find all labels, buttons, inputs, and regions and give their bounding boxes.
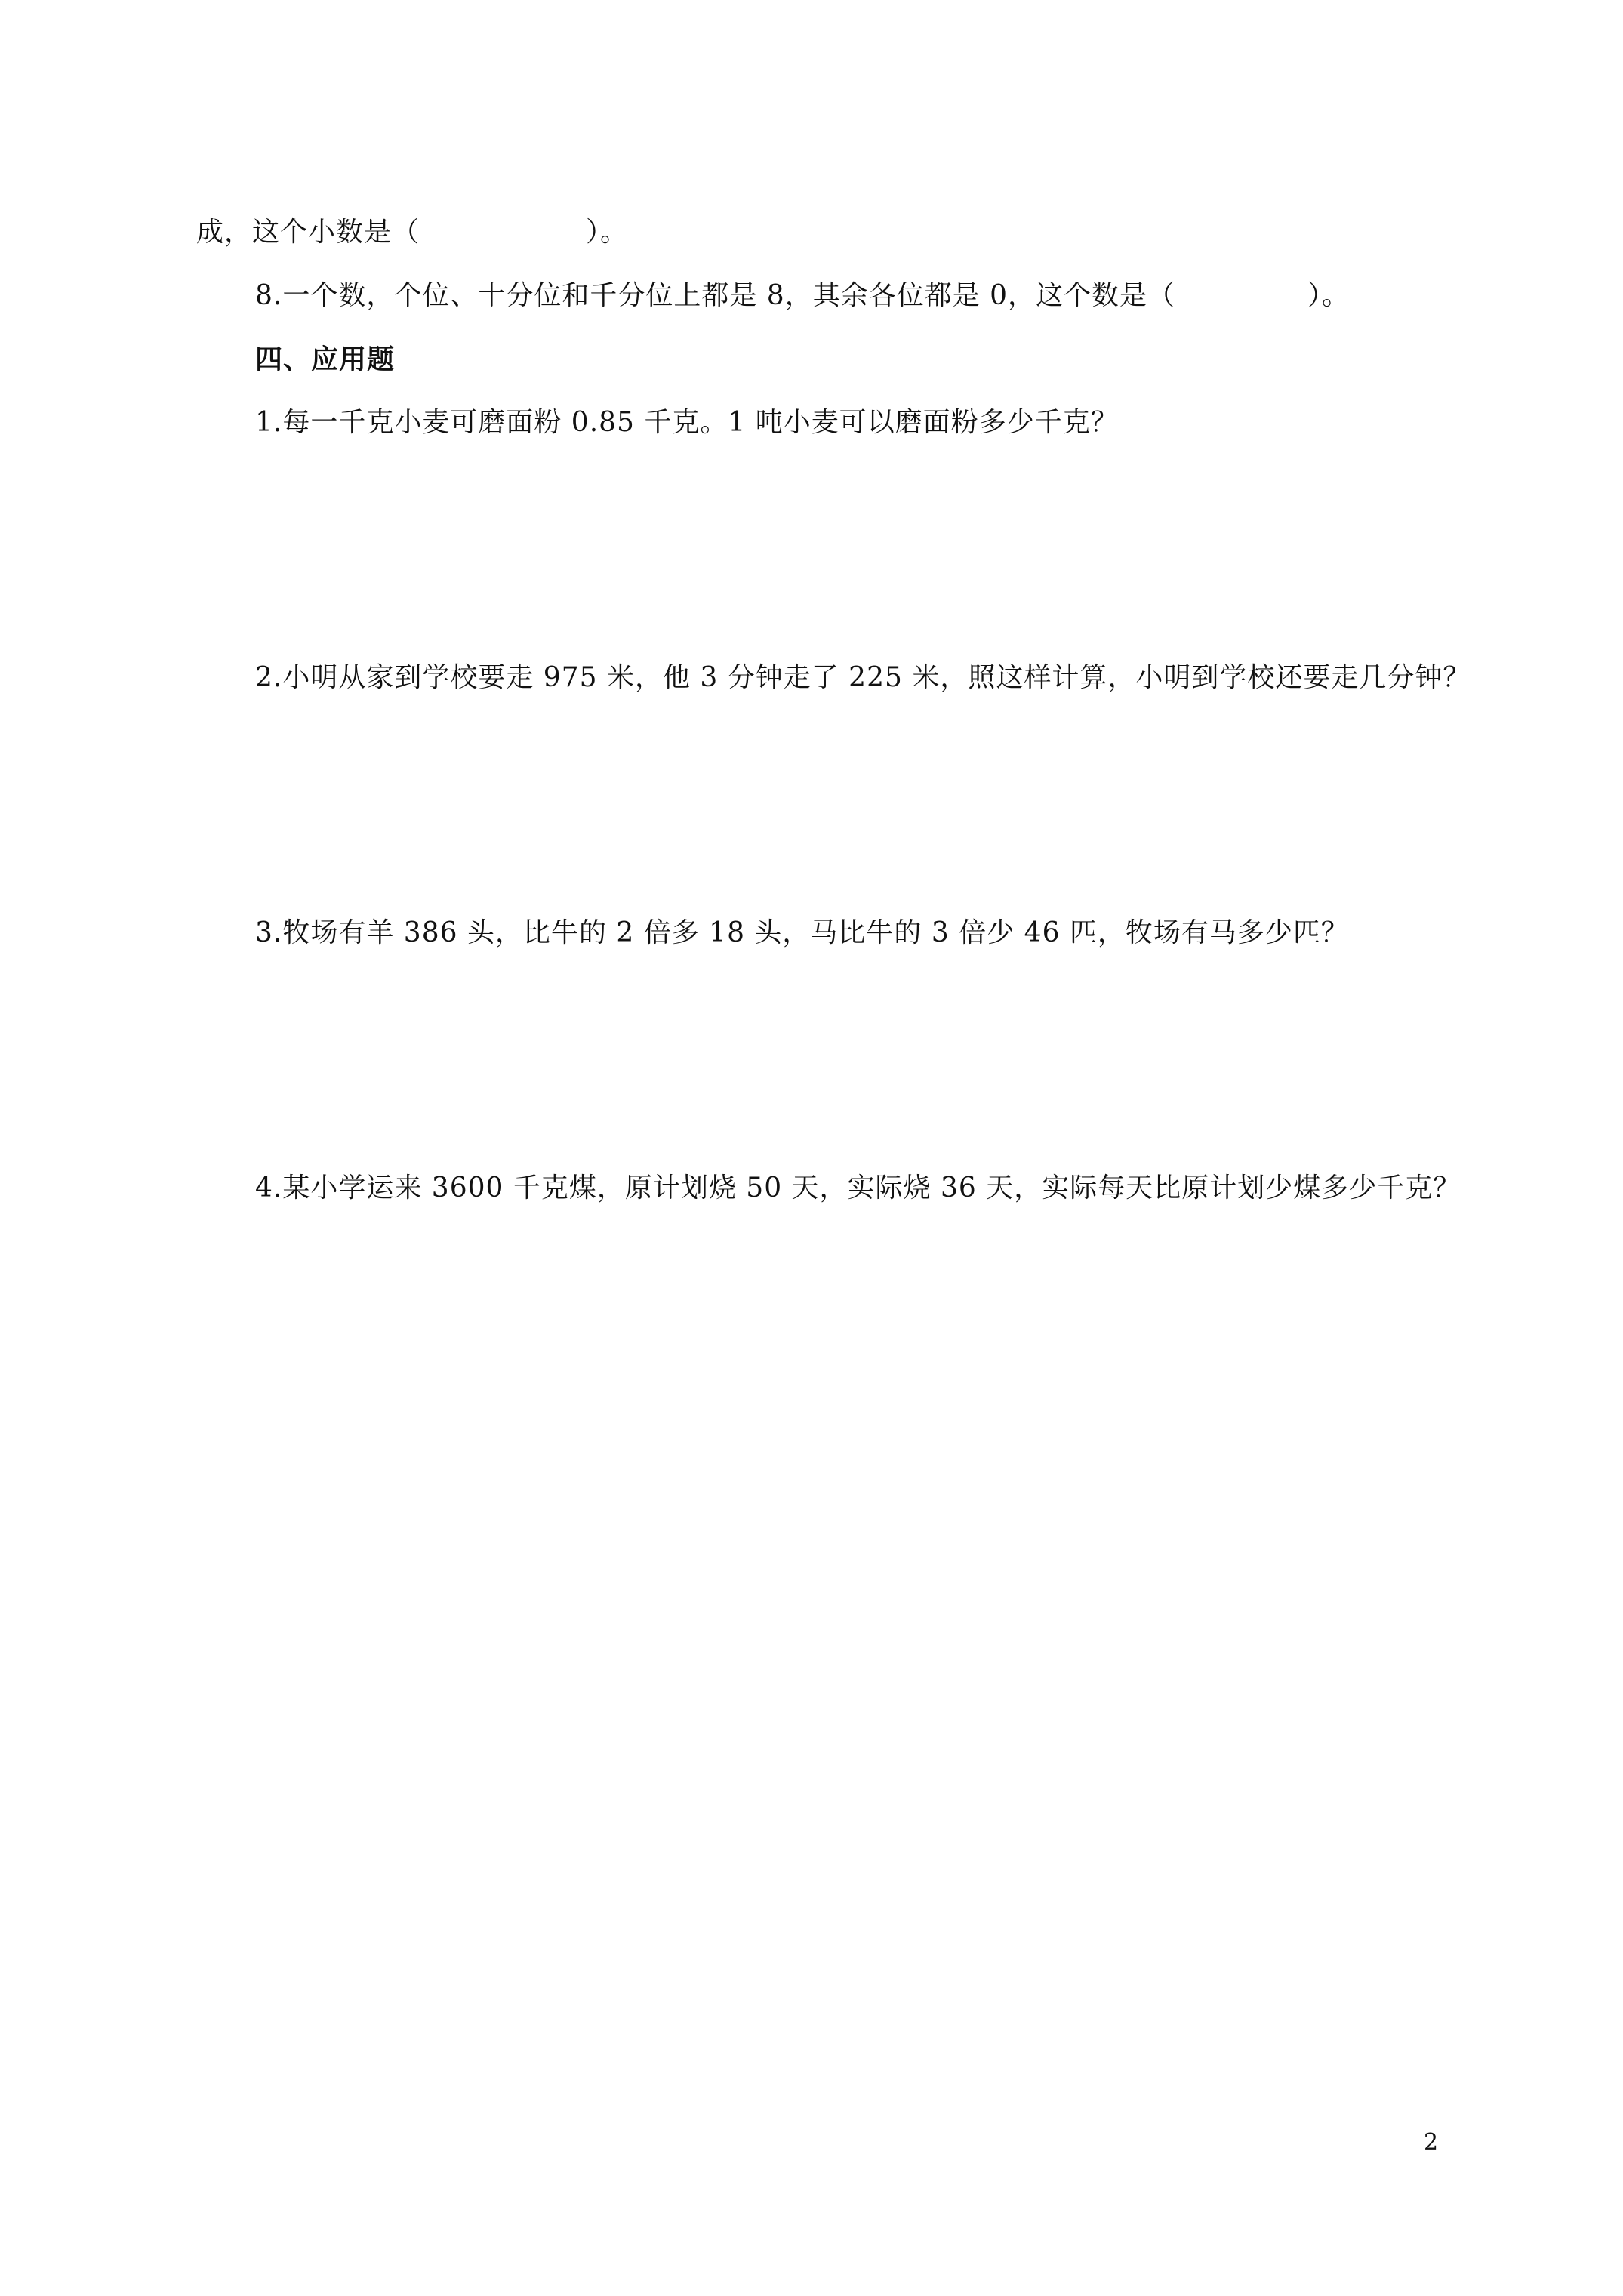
page-number: 2 — [1424, 2129, 1439, 2156]
application-question-4: 4.某小学运来 3600 千克煤，原计划烧 50 天，实际烧 36 天，实际每天比原计划少煤多少千克？ — [255, 1173, 1461, 1203]
fill-in-text-after: ）。 — [586, 217, 629, 248]
fill-in-text-before: 成，这个小数是（ — [196, 217, 420, 248]
fill-in-line-7-continuation — [196, 214, 628, 251]
question-8-text-after: ）。 — [1307, 280, 1350, 311]
application-question-3: 3.牧场有羊 386 头，比牛的 2 倍多 18 头，马比牛的 3 倍少 46 匹，牧场有马多少匹？ — [255, 917, 1349, 948]
application-question-2: 2.小明从家到学校要走 975 米，他 3 分钟走了 225 米，照这样计算，小明到学校还要走几分钟？ — [255, 662, 1471, 693]
question-8-text-before: 8.一个数，个位、十分位和千分位上都是 8，其余各位都是 0，这个数是（ — [255, 280, 1176, 311]
section-heading: 四、应用题 — [255, 344, 396, 375]
fill-in-question-8 — [255, 278, 1350, 314]
application-question-1: 1.每一千克小麦可磨面粉 0.85 千克。1 吨小麦可以磨面粉多少千克？ — [255, 407, 1119, 438]
